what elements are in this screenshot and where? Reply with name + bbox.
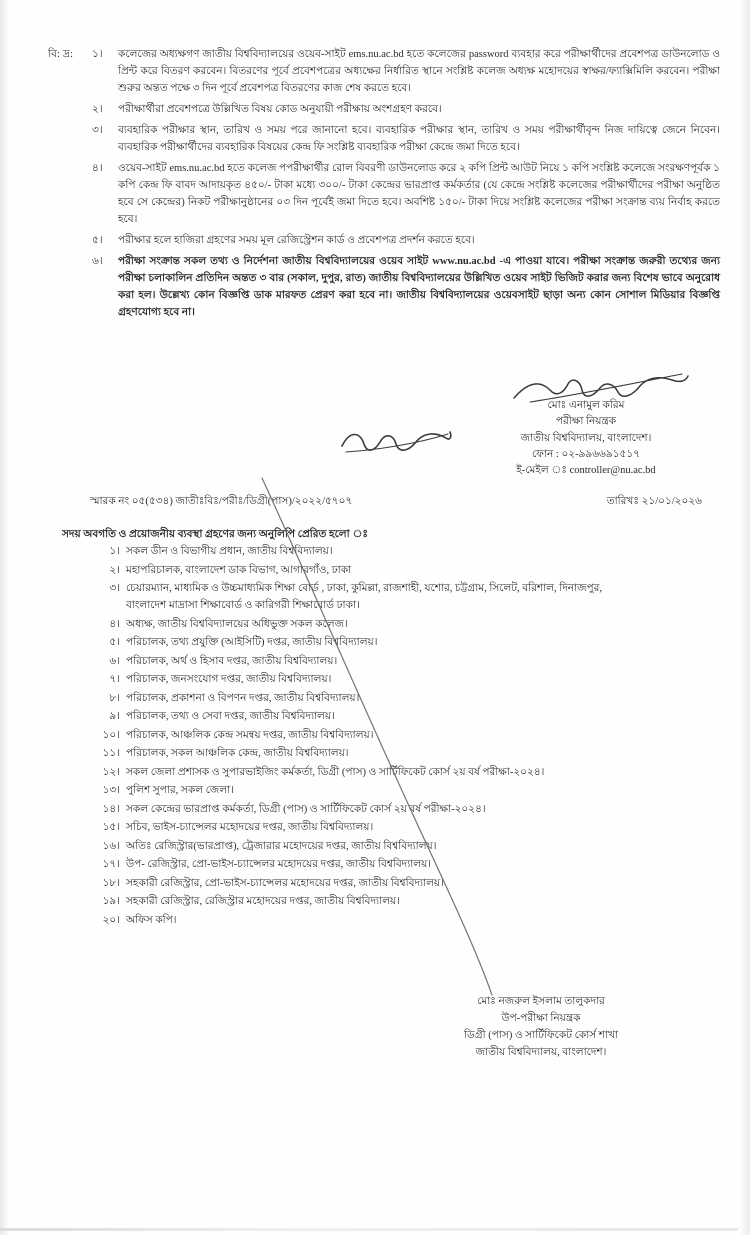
list-item-line: সচিব, ভাইস-চ্যান্সেলর মহোদয়ের দপ্তর, জাতীয় বিশ্ববিদ্যালয়। [126, 822, 374, 833]
list-item-number: ৩। [109, 583, 120, 594]
list-item-line: সহকারী রেজিস্ট্রার, রেজিস্ট্রার মহোদয়ের দপ্তর, জাতীয় বিশ্ববিদ্যালয়। [126, 896, 400, 907]
email-label: ই-মেইল ঃ [516, 465, 567, 477]
note-bene-label: বি: দ্র: [48, 49, 74, 60]
note-item [92, 232, 720, 249]
list-item-line: অফিস কপি। [126, 914, 177, 926]
list-item-number: ৬। [109, 655, 120, 667]
list-item-text [126, 634, 728, 651]
list-item-line: চেয়ারম্যান, মাধ্যমিক ও উচ্চমাধ্যমিক শিক্ষা বোর্ড , ঢাকা, কুমিল্লা, রাজশাহী, যশোর, চট্টগ্রাম, সিলেট, বরিশাল, দিনাজপুর, [126, 583, 602, 594]
list-item [88, 543, 728, 560]
list-item-text [126, 653, 728, 670]
distribution-intro: সদয় অবগতি ও প্রয়োজনীয় ব্যবস্থা গ্রহণের জন্য অনুলিপি প্রেরিত হলো ঃ [62, 529, 369, 540]
scan-edge-artifact [0, 1228, 750, 1231]
list-item-text [126, 562, 728, 579]
controller-designation: পরীক্ষা নিয়ন্ত্রক [555, 416, 617, 428]
notes-list [92, 46, 720, 325]
list-item-line: পরিচালক, তথ্য ও সেবা দপ্তর, জাতীয় বিশ্ববিদ্যালয়। [126, 711, 335, 722]
list-item-text [126, 801, 728, 818]
signature-block-deputy-controller [382, 993, 700, 1061]
note-text: পরীক্ষা সংক্রান্ত সকল তথ্য ও নির্দেশনা জাতীয় বিশ্ববিদ্যালয়ের ওয়েব সাইট www.nu.ac.bd -এ পাওয়া যাবে। পরীক্ষা সংক্রান্ত জরুরী তথ্যের জন্য পরীক্ষা চলাকালিন প্রতিদিন অন্তত ৩ বার (সকাল, দুপুর, রাত) জাতীয় বিশ্ববিদ্যালয়ের উল্লিখিত ওয়েব সাইট ভিজিট করার জন্য বিশেষ ভাবে অনুরোধ করা হল। উল্লেখ্য কোন বিজ্ঞপ্তি ডাক মারফত প্রেরণ করা হবে না। জাতীয় বিশ্ববিদ্যালয়ের ওয়েবসাইট ছাড়া অন্য কোন সোশাল মিডিয়ার বিজ্ঞপ্তি গ্রহণযোগ্য হবে না। [118, 256, 720, 318]
list-item-text [126, 671, 728, 688]
note-number: ৩। [92, 125, 103, 136]
deputy-controller-name: মোঃ নজরুল ইসলাম তালুকদার [477, 996, 605, 1007]
list-item [88, 634, 728, 651]
list-item [88, 856, 728, 873]
list-item [88, 580, 728, 614]
note-item [92, 122, 720, 156]
list-item-line: পুলিশ সুপার, সকল জেলা। [126, 785, 234, 796]
list-item [88, 819, 728, 836]
list-item [88, 653, 728, 670]
note-number: ৪। [92, 163, 103, 174]
memo-number-value: ০৫(৫৩৪) জাতীঃবিঃ/পরীঃ/ডিগ্রী(পাস)/২০২২/৫৭০৭ [131, 496, 353, 507]
list-item-line: পরিচালক, জনসংযোগ দপ্তর, জাতীয় বিশ্ববিদ্যালয়। [126, 674, 332, 685]
list-item [88, 727, 728, 744]
distribution-list [88, 543, 728, 930]
note-item [92, 46, 720, 97]
list-item [88, 616, 728, 633]
handwritten-initial-icon [336, 424, 456, 458]
memo-number-label: স্মারক নং [90, 496, 130, 507]
memo-number [90, 494, 352, 511]
list-item-number: ১২। [102, 766, 120, 778]
phone-value: ০২-৯৯৬৬৯১৫১৭ [561, 448, 640, 460]
memo-date [607, 494, 702, 511]
list-item-text [126, 838, 728, 855]
list-item-line: সহকারী রেজিস্ট্রার, প্রো-ভাইস-চ্যান্সেলর মহোদয়ের দপ্তর, জাতীয় বিশ্ববিদ্যালয়। [126, 877, 444, 889]
note-number: ২। [92, 104, 103, 115]
list-item [88, 562, 728, 579]
list-item [88, 708, 728, 725]
note-text: ব্যবহারিক পরীক্ষার স্থান, তারিখ ও সময় পরে জানানো হবে। ব্যবহারিক পরীক্ষার স্থান, তারিখ ও সময় পরীক্ষার্থীবৃন্দ নিজ দায়িত্বে জেনে নিবেন। ব্যবহারিক পরীক্ষার্থীদের ব্যবহারিক বিষয়ের কেন্দ্র ফি সংশ্লিষ্ট ব্যবহারিক পরীক্ষা কেন্দ্রে জমা দিতে হবে। [118, 125, 720, 153]
list-item-number: ১৮। [102, 877, 120, 889]
memo-date-label: তারিখঃ [606, 496, 639, 507]
list-item [88, 745, 728, 762]
list-item-text [126, 580, 728, 614]
list-item-line: পরিচালক, প্রকাশনা ও বিপণন দপ্তর, জাতীয় বিশ্ববিদ্যালয়। [126, 692, 360, 704]
list-item [88, 838, 728, 855]
list-item-number: ১৪। [102, 803, 120, 815]
list-item [88, 671, 728, 688]
list-item-number: ৪। [109, 618, 120, 630]
note-number: ৫। [92, 235, 103, 246]
email-value[interactable]: controller@nu.ac.bd [569, 465, 656, 477]
note-item-emphasized [92, 253, 720, 321]
list-item-number: ১৬। [102, 840, 120, 852]
deputy-controller-organization: জাতীয় বিশ্ববিদ্যালয়, বাংলাদেশ। [475, 1047, 607, 1058]
list-item-text [126, 690, 728, 707]
list-item-text [126, 875, 728, 892]
list-item-text [126, 893, 728, 910]
list-item-line: অতিঃ রেজিস্ট্রার(ভারপ্রাপ্ত), ট্রেজারার মহোদয়ের দপ্তর, জাতীয় বিশ্ববিদ্যালয়। [126, 840, 437, 852]
list-item-text [126, 912, 728, 929]
note-number: ১। [92, 49, 103, 60]
list-item-line: পরিচালক, অর্থ ও হিসাব দপ্তর, জাতীয় বিশ্ববিদ্যালয়। [126, 655, 338, 667]
list-item-text [126, 727, 728, 744]
list-item-text [126, 782, 728, 799]
note-item [92, 160, 720, 228]
list-item-line: পরিচালক, সকল আঞ্চলিক কেন্দ্র, জাতীয় বিশ্ববিদ্যালয়। [126, 748, 349, 759]
signature-block-controller [452, 398, 720, 479]
note-text: পরীক্ষার্থীরা প্রবেশপত্রে উল্লিখিত বিষয় কোড অনুযায়ী পরীক্ষায় অংশগ্রহণ করবে। [118, 104, 442, 115]
note-item [92, 101, 720, 118]
list-item [88, 801, 728, 818]
list-item-text [126, 616, 728, 633]
list-item-line: সকল জেলা প্রশাসক ও সুপারভাইজিং কর্মকর্তা, ডিগ্রী (পাস) ও সার্টিফিকেট কোর্স ২য় বর্ষ পরীক্ষা-২০২৪। [126, 766, 545, 778]
list-item [88, 782, 728, 799]
list-item-text [126, 764, 728, 781]
list-item [88, 875, 728, 892]
list-item-number: ২। [109, 564, 120, 576]
notes-block [48, 46, 720, 325]
list-item-number: ৭। [109, 674, 120, 685]
list-item [88, 690, 728, 707]
list-item-number: ১১। [102, 748, 120, 759]
list-item-line: উপ- রেজিস্ট্রার, প্রো-ভাইস-চ্যান্সেলর মহোদয়ের দপ্তর, জাতীয় বিশ্ববিদ্যালয়। [126, 859, 432, 870]
list-item [88, 764, 728, 781]
list-item [88, 893, 728, 910]
list-item-number: ৫। [109, 637, 120, 648]
list-item-number: ৯। [109, 711, 120, 722]
controller-organization: জাতীয় বিশ্ববিদ্যালয়, বাংলাদেশ। [520, 432, 652, 444]
list-item-number: ১৫। [102, 822, 120, 833]
phone-label: ফোন : [532, 448, 559, 460]
list-item-line: সকল ডীন ও বিভাগীয় প্রধান, জাতীয় বিশ্ববিদ্যালয়। [126, 546, 333, 557]
list-item-number: ১০। [102, 729, 120, 741]
list-item-text [126, 819, 728, 836]
note-text: পরীক্ষার হলে হাজিরা গ্রহণের সময় মূল রেজিস্ট্রেশন কার্ড ও প্রবেশপত্র প্রদর্শন করতে হবে। [118, 235, 475, 246]
controller-name: মোঃ এনামুল করিম [547, 400, 625, 411]
list-item-number: ১৭। [102, 859, 120, 870]
memo-date-value: ২১/০১/২০২৬ [641, 496, 702, 507]
list-item-line: পরিচালক, আঞ্চলিক কেন্দ্র সমন্বয় দপ্তর, জাতীয় বিশ্ববিদ্যালয়। [126, 729, 374, 741]
memo-row [90, 494, 720, 511]
note-number: ৬। [92, 256, 103, 267]
list-item-number: ১। [109, 546, 120, 557]
list-item-line: সকল কেন্দ্রের ভারপ্রাপ্ত কর্মকর্তা, ডিগ্রী (পাস) ও সার্টিফিকেট কোর্স ২য় বর্ষ পরীক্ষা-২০২৪। [126, 803, 486, 815]
list-item-line-continued: বাংলাদেশ মাদ্রাসা শিক্ষাবোর্ড ও কারিগরী শিক্ষাবোর্ড ঢাকা। [126, 600, 360, 611]
list-item-text [126, 856, 728, 873]
list-item-line: পরিচালক, তথ্য প্রযুক্তি (আইসিটি) দপ্তর, জাতীয় বিশ্ববিদ্যালয়। [126, 637, 378, 648]
list-item-number: ২০। [102, 914, 120, 926]
note-text: কলেজের অধ্যক্ষগণ জাতীয় বিশ্ববিদ্যালয়ের ওয়েব-সাইট ems.nu.ac.bd হতে কলেজের password ব্যবহার করে পরীক্ষার্থীদের প্রবেশপত্র ডাউনলোড ও প্রিন্ট করে বিতরণ করবেন। বিতরণের পূর্বে প্রবেশপত্রের অধ্যক্ষের নির্ধারিত স্থানে সংশ্লিষ্ট কলেজ অধ্যক্ষ মহোদয়ের স্বাক্ষর/ফ্যাক্সিমিলি করবেন। পরীক্ষা শুরুর অন্তত পক্ষে ৩ দিন পূর্বে প্রবেশপত্র বিতরণের কাজ শেষ করতে হবে। [118, 49, 720, 94]
list-item-text [126, 745, 728, 762]
list-item-number: ১৩। [102, 785, 120, 796]
list-item-text [126, 543, 728, 560]
list-item-number: ৮। [109, 692, 120, 704]
controller-email [452, 463, 720, 479]
deputy-controller-designation: উপ-পরীক্ষা নিয়ন্ত্রক [501, 1013, 581, 1024]
note-text: ওয়েব-সাইট ems.nu.ac.bd হতে কলেজ পপরীক্ষার্থীর রোল বিবরণী ডাউনলোড করে ২ কপি প্রিন্ট আউট নিয়ে ১ কপি সংশ্লিষ্ট কলেজে সংরক্ষণপূর্বক ১ কপি কেন্দ্র ফি বাবদ আদায়কৃত ৪৫০/- টাকা মধ্যে ৩০০/- টাকা কেন্দ্রের ভারপ্রাপ্ত কর্মকর্তার (যে কেন্দ্রে সংশ্লিষ্ট কলেজের পরীক্ষার্থীদের পরীক্ষা অনুষ্ঠিত হবে সে কেন্দ্রের) নিকট পরীক্ষানুষ্ঠানের ০৩ দিন পূর্বেই জমা দিতে হবে। অবশিষ্ট ১৫০/- টাকা দিয়ে সংশ্লিষ্ট কলেজের পরীক্ষা সংক্রান্ত ব্যয় নির্বাহ করতে হবে। [118, 163, 720, 225]
list-item-number: ১৯। [102, 896, 120, 907]
list-item-line: অধ্যক্ষ, জাতীয় বিশ্ববিদ্যালয়ের অধিভুক্ত সকল কলেজ। [126, 618, 348, 630]
list-item [88, 912, 728, 929]
list-item-line: মহাপরিচালক, বাংলাদেশ ডাক বিভাগ, আগারগাঁও, ঢাকা [126, 564, 352, 576]
deputy-controller-section: ডিগ্রী (পাস) ও সার্টিফিকেট কোর্স শাখা [463, 1030, 618, 1041]
controller-phone [452, 447, 720, 463]
list-item-text [126, 708, 728, 725]
